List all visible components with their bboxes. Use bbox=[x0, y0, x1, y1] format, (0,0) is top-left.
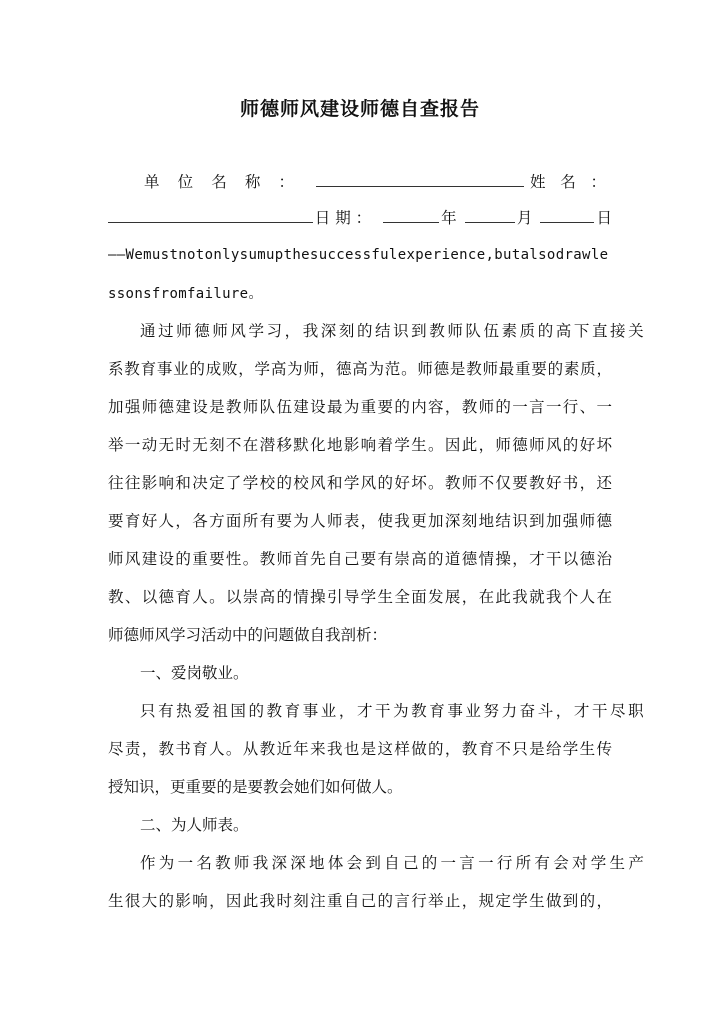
year-blank[interactable] bbox=[383, 207, 439, 223]
day-blank[interactable] bbox=[540, 207, 594, 223]
body-line-12: 尽 责 ， 教 书 育 人 。 从 教 近 年 来 我 也 是 这 样 做 的 ， 教 育 不 只 是 给 学 生 传 bbox=[108, 740, 612, 758]
body-line-9: 师德师风学习活动中的问题做自我剖析： bbox=[108, 626, 388, 644]
body-line-16: 生 很 大 的 影 响 ， 因 此 我 时 刻 注 重 自 己 的 言 行 举 止 ， 规 定 学 生 做 到 的 ， bbox=[108, 892, 612, 910]
body-line-13: 授知识，更重要的是要教会她们如何做人。 bbox=[108, 778, 403, 796]
document-title: 师德师风建设师德自查报告 bbox=[239, 98, 480, 120]
date-label: 日 期 ： bbox=[314, 209, 372, 227]
month-label: 月 bbox=[516, 209, 533, 227]
day-label: 日 bbox=[596, 209, 612, 227]
body-line-15: 作 为 一 名 教 师 我 深 深 地 体 会 到 自 己 的 一 言 一 行 所 有 会 对 学 生 产 bbox=[140, 854, 644, 872]
body-line-3: 加 强 师 德 建 设 是 教 师 队 伍 建 设 最 为 重 要 的 内 容 ， 教 师 的 一 言 一 行 、 一 bbox=[108, 398, 612, 416]
body-line-2: 系 教 育 事 业 的 成 败 ， 学 高 为 师 ， 德 高 为 范 。 师 德 是 教 师 最 重 要 的 素 质 ， bbox=[108, 360, 612, 378]
body-line-6: 要 育 好 人 ， 各 方 面 所 有 要 为 人 师 表 ， 使 我 更 加 深 刻 地 结 识 到 加 强 师 德 bbox=[108, 512, 612, 530]
section-heading-1: 一、爱岗敬业。 bbox=[140, 664, 249, 682]
unit-name-row bbox=[108, 171, 612, 193]
name-label: 姓 名 ： bbox=[530, 173, 606, 191]
body-line-11: 只 有 热 爱 祖 国 的 教 育 事 业 ， 才 干 为 教 育 事 业 努 力 奋 斗 ， 才 干 尽 职 bbox=[140, 702, 644, 720]
body-line-1: 通 过 师 德 师 风 学 习 ， 我 深 刻 的 结 识 到 教 师 队 伍 素 质 的 高 下 直 接 关 bbox=[140, 322, 644, 340]
unit-name-label: 单 位 名 称 ： bbox=[144, 173, 294, 191]
epigraph-line-1: ——Wemustnotonlysumupthesuccessfulexperience,butalsodrawle bbox=[108, 247, 609, 263]
section-heading-2: 二、为人师表。 bbox=[140, 816, 249, 834]
unit-name-blank[interactable] bbox=[316, 171, 524, 187]
year-label: 年 bbox=[441, 209, 457, 227]
body-line-5: 往 往 影 响 和 决 定 了 学 校 的 校 风 和 学 风 的 好 坏 。 教 师 不 仅 要 教 好 书 ， 还 bbox=[108, 474, 612, 492]
body-line-4: 举 一 动 无 时 无 刻 不 在 潜 移 默 化 地 影 响 着 学 生 。 因 此 ， 师 德 师 风 的 好 坏 bbox=[108, 436, 612, 454]
epigraph-line-2: ssonsfromfailure。 bbox=[108, 286, 263, 302]
name-blank[interactable] bbox=[108, 207, 313, 223]
month-blank[interactable] bbox=[465, 207, 515, 223]
name-date-row bbox=[108, 207, 612, 229]
body-line-7: 师 风 建 设 的 重 要 性 。 教 师 首 先 自 己 要 有 崇 高 的 道 德 情 操 ， 才 干 以 德 治 bbox=[108, 550, 612, 568]
body-line-8: 教 、 以 德 育 人 。 以 崇 高 的 情 操 引 导 学 生 全 面 发 展 ， 在 此 我 就 我 个 人 在 bbox=[108, 588, 612, 606]
